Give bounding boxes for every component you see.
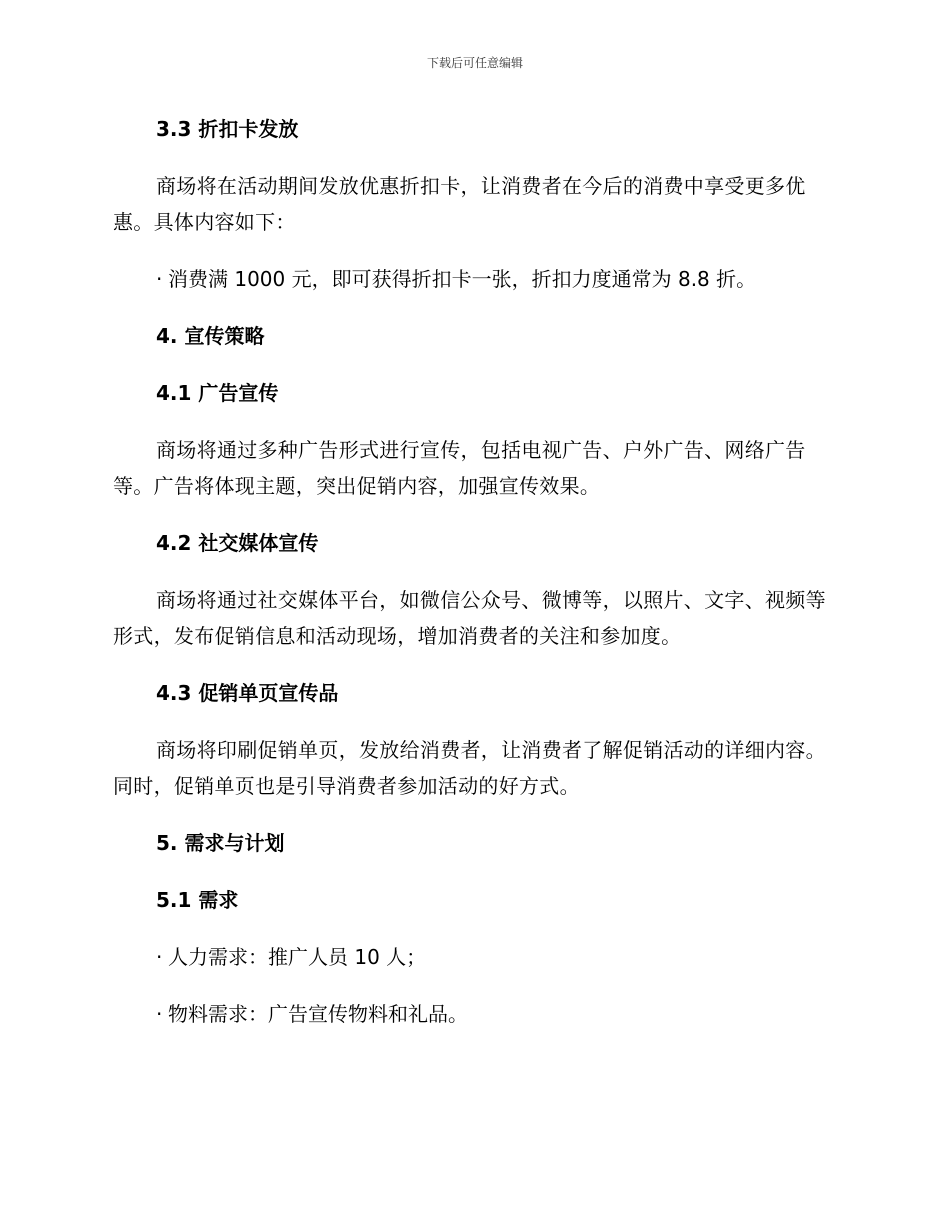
heading-4-3: 4.3 促销单页宣传品	[156, 681, 339, 705]
heading-4: 4. 宣传策略	[156, 324, 265, 348]
bullet-text: 人力需求：推广人员 10 人；	[168, 945, 427, 969]
bullet-dot: ·	[156, 945, 163, 969]
paragraph-4-2: 商场将通过社交媒体平台，如微信公众号、微博等，以照片、文字、视频等形式，发布促销信息和活动现场，增加消费者的关注和参加度。	[113, 588, 826, 648]
document-body	[113, 111, 837, 1053]
heading-4-2: 4.2 社交媒体宣传	[156, 531, 319, 555]
bullet-dot: ·	[156, 267, 163, 291]
bullet-text: 物料需求：广告宣传物料和礼品。	[168, 1002, 468, 1026]
heading-5-1: 5.1 需求	[156, 888, 239, 912]
paragraph-3-3: 商场将在活动期间发放优惠折扣卡，让消费者在今后的消费中享受更多优惠。具体内容如下：	[113, 174, 806, 234]
heading-5: 5. 需求与计划	[156, 831, 285, 855]
paragraph-4-3: 商场将印刷促销单页，发放给消费者，让消费者了解促销活动的详细内容。同时，促销单页也是引导消费者参加活动的好方式。	[113, 738, 826, 798]
heading-4-1: 4.1 广告宣传	[156, 381, 279, 405]
bullet-text: 消费满 1000 元，即可获得折扣卡一张，折扣力度通常为 8.8 折。	[168, 267, 757, 291]
heading-3-3: 3.3 折扣卡发放	[156, 117, 299, 141]
paragraph-4-1: 商场将通过多种广告形式进行宣传，包括电视广告、户外广告、网络广告等。广告将体现主题，突出促销内容，加强宣传效果。	[113, 438, 806, 498]
bullet-item	[113, 261, 837, 297]
header-note: 下载后可任意编辑	[426, 56, 523, 70]
bullet-dot: ·	[156, 1002, 163, 1026]
bullet-item	[113, 939, 837, 975]
bullet-item	[113, 996, 837, 1032]
